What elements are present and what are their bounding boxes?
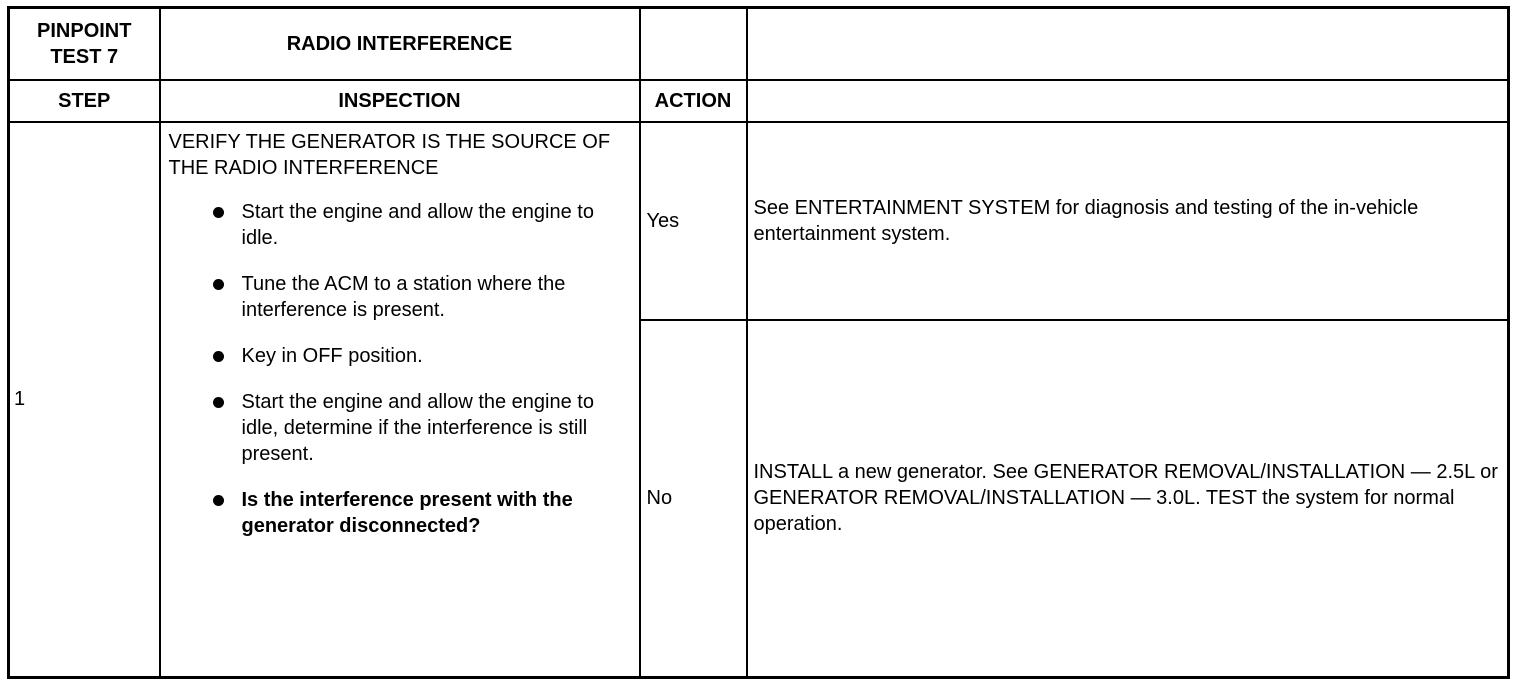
action-column-header: ACTION [640,80,747,122]
inspection-cell [160,122,640,678]
pinpoint-test-table [7,6,1510,679]
result-yes: See ENTERTAINMENT SYSTEM for diagnosis and testing of the in-vehicle entertainment system. [747,122,1509,320]
inspection-heading: VERIFY THE GENERATOR IS THE SOURCE OF THE RADIO INTERFERENCE [168,130,611,179]
inspection-item-text: Start the engine and allow the engine to idle. [241,200,594,249]
step-number: 1 [9,122,160,678]
test-id-cell: PINPOINT TEST 7 [9,8,160,80]
bullet-icon [213,397,224,408]
title-row-empty-cell-result [747,8,1509,80]
inspection-item [169,271,633,323]
inspection-question [169,487,633,539]
test-title-cell: RADIO INTERFERENCE [160,8,640,80]
action-yes: Yes [640,122,747,320]
step-row-outcome-yes [9,122,1509,320]
column-header-row [9,80,1509,122]
step-column-header: STEP [9,80,160,122]
inspection-item-text: Start the engine and allow the engine to idle, determine if the interference is still present. [241,390,594,465]
bullet-icon [213,495,224,506]
action-no: No [640,320,747,678]
inspection-item-text: Key in OFF position. [241,344,423,367]
title-row-empty-cell-action [640,8,747,80]
inspection-list [169,199,633,539]
bullet-icon [213,279,224,290]
bullet-icon [213,207,224,218]
inspection-question-text: Is the interference present with the generator disconnected? [241,488,573,537]
inspection-item [169,199,633,251]
title-row [9,8,1509,80]
inspection-column-header: INSPECTION [160,80,640,122]
inspection-item [169,389,633,467]
inspection-item [169,343,633,369]
result-no: INSTALL a new generator. See GENERATOR REMOVAL/INSTALLATION — 2.5L or GENERATOR REMOVAL/INSTALLATION — 3.0L. TEST the system for normal operation. [747,320,1509,678]
result-column-header [747,80,1509,122]
inspection-item-text: Tune the ACM to a station where the interference is present. [241,272,566,321]
bullet-icon [213,351,224,362]
